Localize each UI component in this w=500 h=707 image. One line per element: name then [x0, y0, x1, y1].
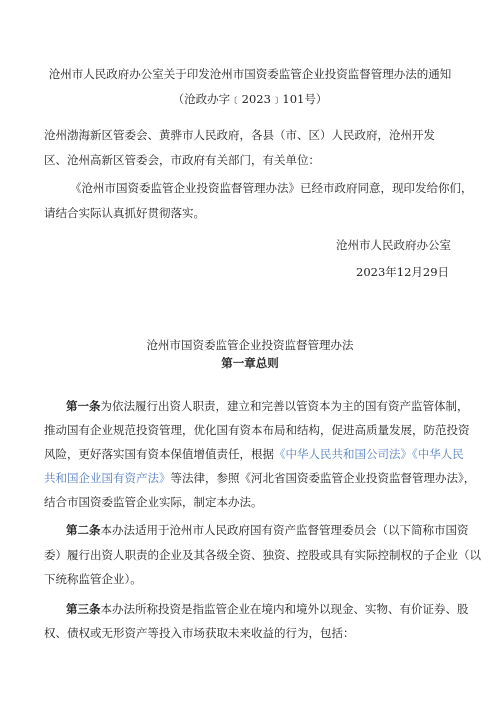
- article-2-line-1: [66, 522, 469, 538]
- measures-title: 沧州市国资委监管企业投资监督管理办法: [146, 338, 354, 352]
- article-3-line-2: 权、债权或无形资产等投入市场获取未来收益的行为，包括：: [44, 626, 355, 640]
- article-2-text-1: 本办法适用于沧州市人民政府国有资产监督管理委员会（以下简称市国资: [100, 523, 469, 537]
- doc-number: （沧政办字﹝2023﹞101号）: [172, 92, 328, 106]
- article-2-line-2: 委）履行出资人职责的企业及其各级全资、独资、控股或具有实际控制权的子企业（以: [44, 548, 481, 562]
- issue-date: 2023年12月29日: [356, 265, 450, 279]
- company-law-link[interactable]: 《中华人民共和国公司法》: [274, 447, 412, 461]
- article-1-line-3: [44, 446, 464, 462]
- article-1-text-1: 为依法履行出资人职责，建立和完善以管资本为主的国有资产监管体制，: [100, 399, 469, 413]
- article-1-line-1: [66, 398, 469, 414]
- article-3-label: 第三条: [66, 602, 101, 616]
- article-2-line-3: 下统称监管企业）。: [44, 572, 142, 586]
- recipients-line-1: 沧州渤海新区管委会、黄骅市人民政府，各县（市、区）人民政府，沧州开发: [44, 128, 435, 142]
- notice-body-line-2: 请结合实际认真抓好贯彻落实。: [44, 206, 205, 220]
- recipients-line-2: 区、沧州高新区管委会，市政府有关部门，有关单位：: [44, 153, 320, 167]
- article-1-text-3: 风险，更好落实国有资本保值增值责任，根据: [44, 447, 274, 461]
- notice-body-line-1: 《沧州市国资委监管企业投资监督管理办法》已经市政府同意，现印发给你们，: [70, 181, 473, 195]
- article-1-label: 第一条: [66, 399, 101, 413]
- article-3-line-1: [66, 601, 469, 617]
- state-assets-law-link-part-1[interactable]: 《中华人民: [412, 447, 464, 461]
- notice-title: 沧州市人民政府办公室关于印发沧州市国资委监管企业投资监督管理办法的通知: [48, 67, 452, 81]
- article-2-label: 第二条: [66, 523, 101, 537]
- issuer: 沧州市人民政府办公室: [336, 238, 451, 252]
- chapter-heading: 第一章总则: [221, 356, 279, 370]
- article-1-line-2: 推动国有企业规范投资管理，优化国有资本布局和结构，促进高质量发展，防范投资: [44, 423, 470, 437]
- article-1-line-4: [44, 470, 475, 486]
- state-assets-law-link-part-2[interactable]: 共和国企业国有资产法》: [44, 471, 171, 485]
- article-1-text-4: 等法律，参照《河北省国资委监管企业投资监督管理办法》，: [170, 471, 476, 485]
- article-3-text-1: 本办法所称投资是指监管企业在境内和境外以现金、实物、有价证券、股: [100, 602, 469, 616]
- article-1-line-5: 结合市国资委监管企业实际，制定本办法。: [44, 495, 263, 509]
